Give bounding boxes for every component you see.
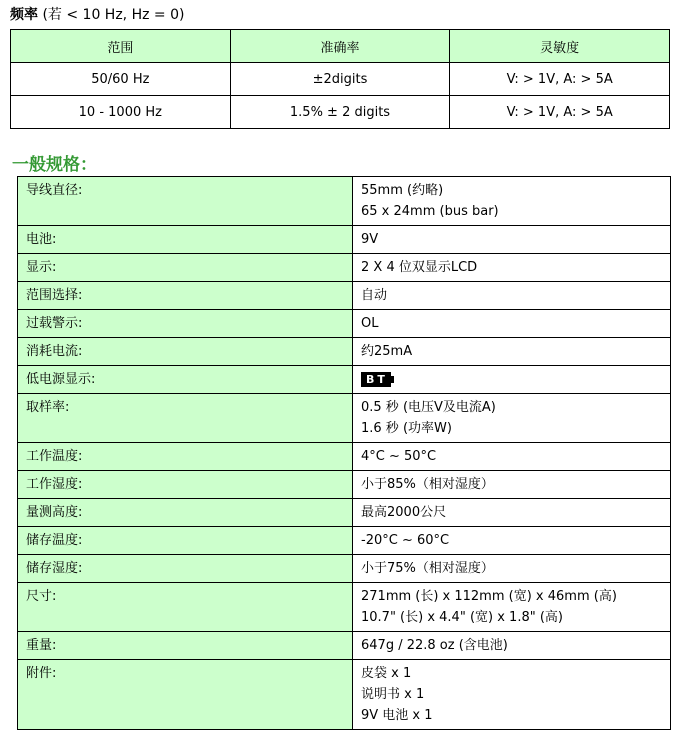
spec-label: 电池: [18, 226, 353, 254]
spec-value-line: 4°C ~ 50°C [361, 449, 437, 464]
spec-value [353, 660, 671, 730]
spec-value-line: 2 X 4 位双显示LCD [361, 260, 478, 275]
spec-row [18, 660, 671, 730]
spec-row [18, 471, 671, 499]
spec-value [353, 499, 671, 527]
spec-value [353, 555, 671, 583]
spec-value-line: 最高2000公尺 [361, 505, 447, 520]
spec-row [18, 366, 671, 394]
sensitivity-cell: V: > 1V, A: > 5A [450, 96, 670, 129]
spec-label: 过载警示: [18, 310, 353, 338]
spec-value [353, 394, 671, 443]
spec-value [353, 338, 671, 366]
spec-row [18, 527, 671, 555]
spec-label: 范围选择: [18, 282, 353, 310]
general-specs-table [17, 176, 671, 730]
sensitivity-cell: V: > 1V, A: > 5A [450, 63, 670, 96]
spec-value-line: 0.5 秒 (电压V及电流A) [361, 400, 496, 415]
spec-row [18, 632, 671, 660]
battery-terminal-icon [390, 376, 394, 383]
general-specs-title: 一般规格： [12, 155, 97, 175]
spec-value [353, 310, 671, 338]
spec-label: 尺寸: [18, 583, 353, 632]
frequency-title-note: (若 < 10 Hz, Hz = 0) [38, 7, 185, 23]
low-battery-icon: BT [361, 372, 391, 387]
spec-value-line: 647g / 22.8 oz (含电池) [361, 638, 508, 653]
spec-label: 消耗电流: [18, 338, 353, 366]
spec-row [18, 394, 671, 443]
spec-label: 重量: [18, 632, 353, 660]
spec-row [18, 282, 671, 310]
spec-row [18, 226, 671, 254]
frequency-row [11, 63, 670, 96]
spec-label: 取样率: [18, 394, 353, 443]
frequency-title [10, 5, 184, 25]
spec-label: 导线直径: [18, 177, 353, 226]
spec-label: 低电源显示: [18, 366, 353, 394]
spec-value-line: 9V 电池 x 1 [361, 708, 433, 723]
spec-value-line: 65 x 24mm (bus bar) [361, 204, 499, 219]
spec-value-line: 10.7" (长) x 4.4" (宽) x 1.8" (高) [361, 610, 563, 625]
spec-value-line: 1.6 秒 (功率W) [361, 421, 452, 436]
spec-row [18, 583, 671, 632]
spec-value [353, 471, 671, 499]
spec-row [18, 338, 671, 366]
spec-label: 显示: [18, 254, 353, 282]
spec-value [353, 254, 671, 282]
frequency-title-bold: 频率 [10, 7, 38, 23]
spec-value-line: 271mm (长) x 112mm (宽) x 46mm (高) [361, 589, 617, 604]
spec-value-line: 说明书 x 1 [361, 687, 425, 702]
spec-value-line: 小于85%（相对湿度） [361, 477, 494, 492]
spec-label: 量测高度: [18, 499, 353, 527]
header-accuracy: 准确率 [230, 30, 450, 63]
spec-row [18, 254, 671, 282]
spec-row [18, 177, 671, 226]
spec-value [353, 583, 671, 632]
spec-value [353, 226, 671, 254]
spec-value-line: 自动 [361, 288, 388, 303]
spec-row [18, 499, 671, 527]
spec-value-line: 小于75%（相对湿度） [361, 561, 494, 576]
frequency-header-row [11, 30, 670, 63]
range-cell: 10 - 1000 Hz [11, 96, 231, 129]
spec-label: 附件: [18, 660, 353, 730]
spec-value [353, 282, 671, 310]
spec-value-line: OL [361, 316, 379, 331]
accuracy-cell: ±2digits [230, 63, 450, 96]
spec-label: 储存湿度: [18, 555, 353, 583]
spec-value [353, 632, 671, 660]
spec-value-line: 9V [361, 232, 379, 247]
spec-row [18, 555, 671, 583]
spec-value [353, 527, 671, 555]
accuracy-cell: 1.5% ± 2 digits [230, 96, 450, 129]
spec-value [353, 443, 671, 471]
frequency-table [10, 29, 670, 129]
spec-value-line: 皮袋 x 1 [361, 666, 412, 681]
frequency-row [11, 96, 670, 129]
header-sensitivity: 灵敏度 [450, 30, 670, 63]
spec-label: 储存温度: [18, 527, 353, 555]
spec-row [18, 443, 671, 471]
spec-value [353, 366, 671, 394]
header-range: 范围 [11, 30, 231, 63]
spec-value-line: 约25mA [361, 344, 413, 359]
spec-label: 工作温度: [18, 443, 353, 471]
spec-row [18, 310, 671, 338]
spec-value-line: 55mm (约略) [361, 183, 444, 198]
spec-value [353, 177, 671, 226]
spec-label: 工作湿度: [18, 471, 353, 499]
spec-value-line: -20°C ~ 60°C [361, 533, 450, 548]
range-cell: 50/60 Hz [11, 63, 231, 96]
